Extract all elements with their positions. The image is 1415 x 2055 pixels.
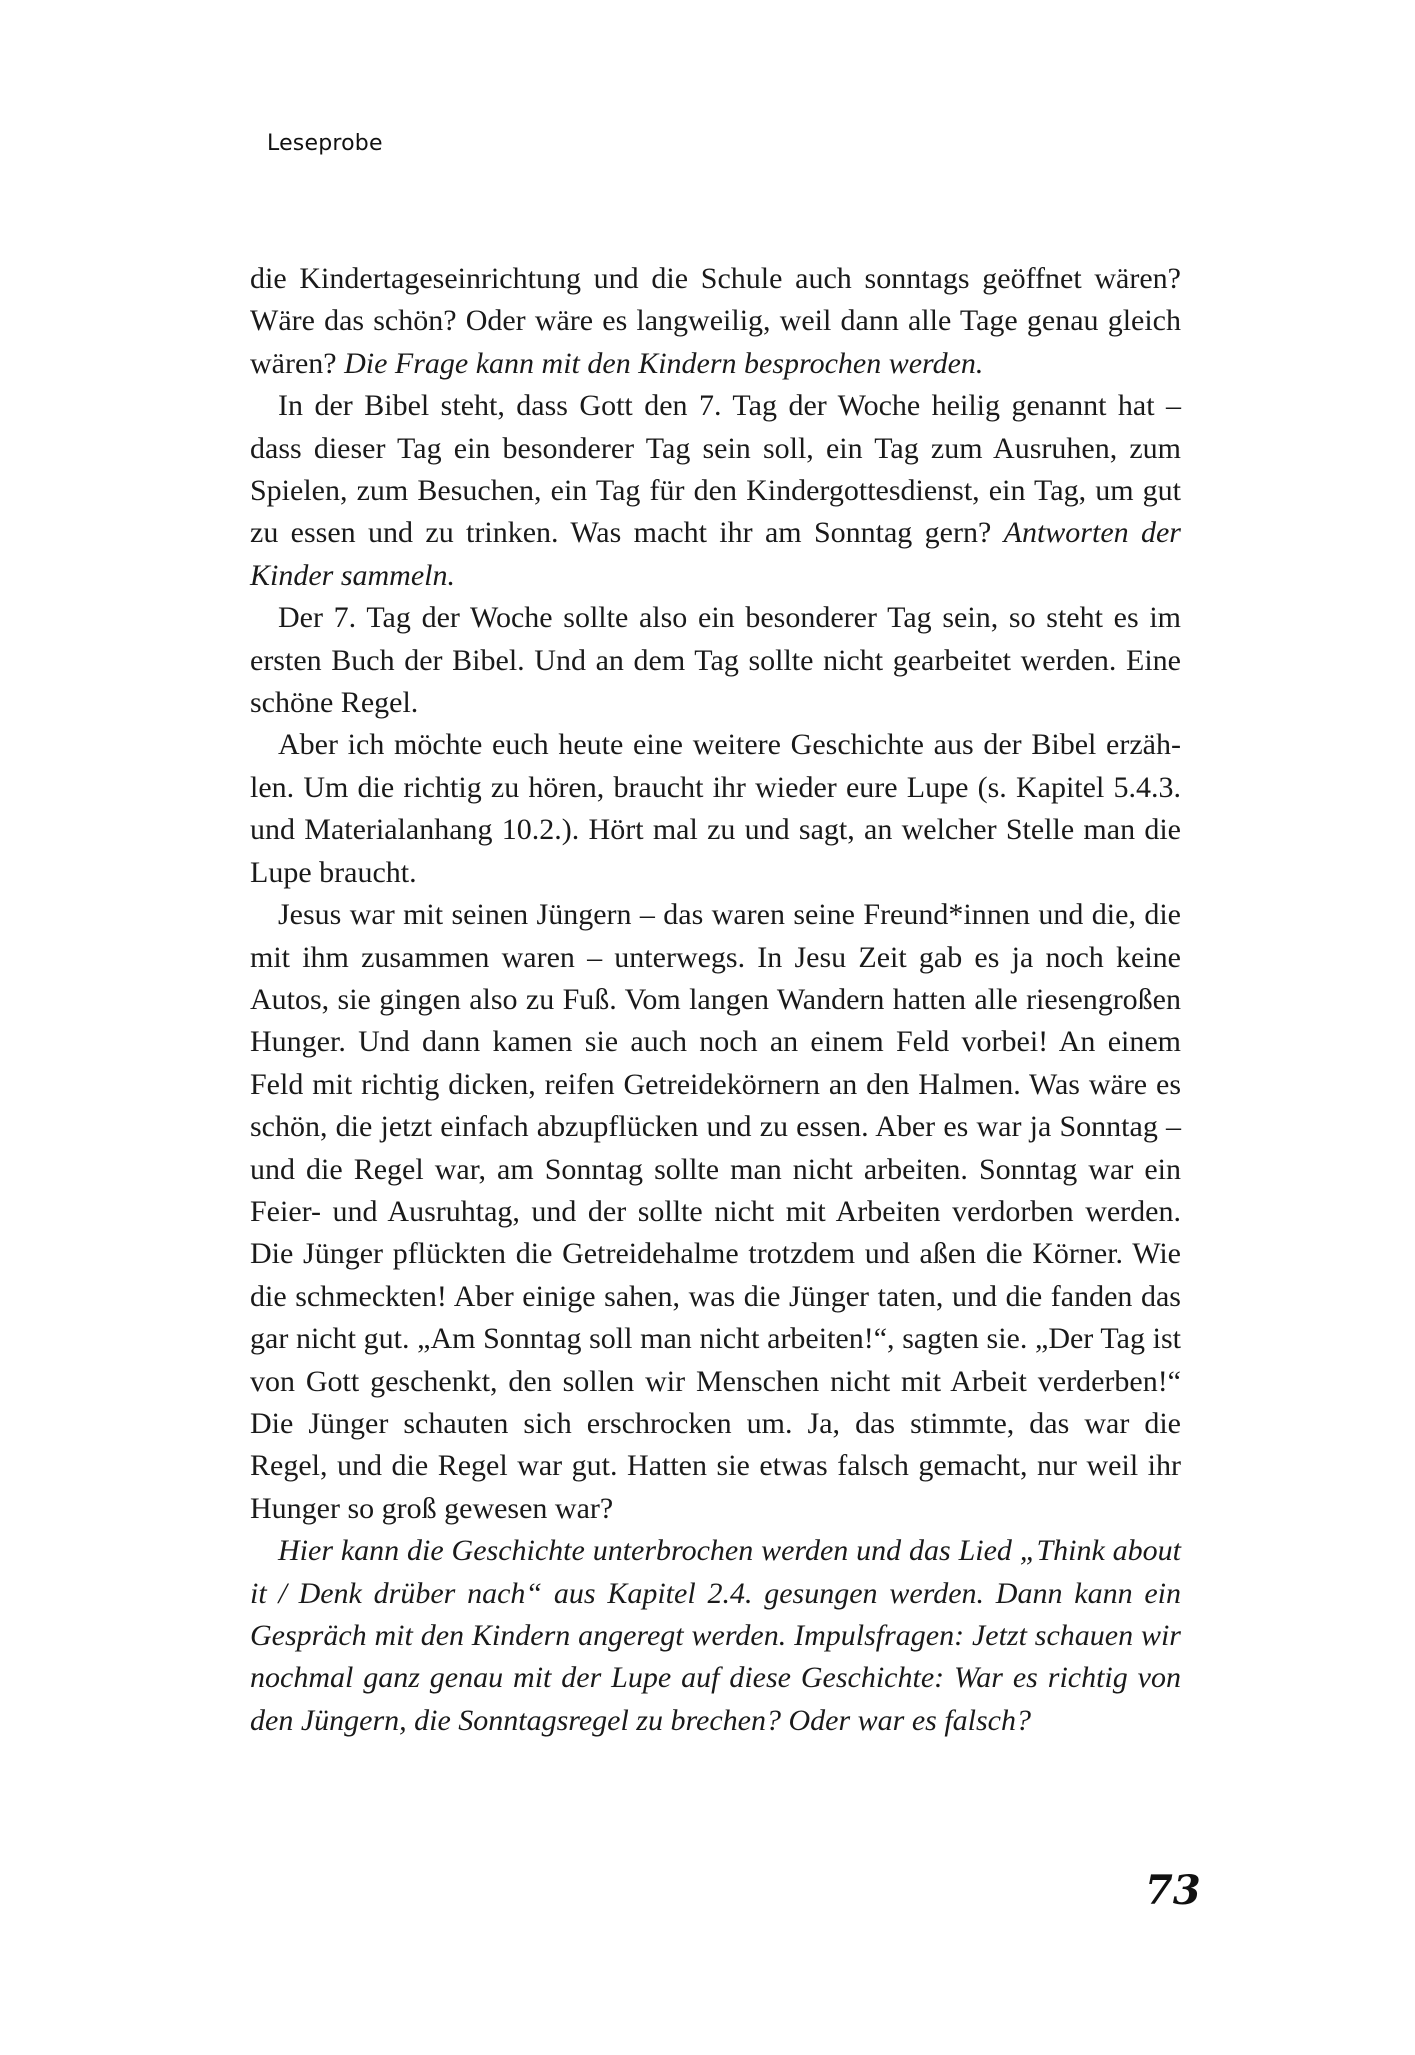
paragraph (250, 597, 1181, 724)
paragraph-text: Aber ich möchte euch heute eine weitere Geschichte aus der Bibel erzählen. Um die richtig zu hören, braucht ihr wieder eure Lupe (s. Kapitel 5.4.3. und Materialanhang 10.2.). Hört mal zu und sagt, an welcher Stelle man die Lupe braucht. (250, 728, 1181, 889)
paragraph-text: die Kindertageseinrichtung und die Schule auch sonntags geöffnet wären? Wäre das schön? Oder wäre es langweilig, weil dann alle Tage genau gleich wären? (250, 262, 1181, 380)
paragraph-text: In der Bibel steht, dass Gott den 7. Tag der Woche heilig genannt hat – dass dieser Tag ein besonderer Tag sein soll, ein Tag zum Ausruhen, zum Spielen, zum Besuchen, ein Tag für den Kindergottesdienst, ein Tag, um gut zu essen und zu trinken. Was macht ihr am Sonntag gern? (250, 389, 1181, 550)
paragraph-instruction: Hier kann die Geschichte unterbrochen werden und das Lied „Think about it / Denk drüber nach“ aus Kapitel 2.4. gesungen werden. Dann kann ein Gespräch mit den Kindern angeregt werden. Impulsfragen: Jetzt schauen wir nochmal ganz genau mit der Lupe auf diese Geschichte: War es richtig von den Jüngern, die Sonntagsregel zu brechen? Oder war es falsch? (250, 1534, 1181, 1737)
running-header: Leseprobe (267, 131, 383, 156)
paragraph-instruction: Antworten der Kinder sammeln. (250, 516, 1181, 592)
main-text (250, 258, 1181, 1742)
page-number: 73 (1145, 1867, 1201, 1914)
paragraph-text: Der 7. Tag der Woche sollte also ein besonderer Tag sein, so steht es im ersten Buch der Bibel. Und an dem Tag sollte nicht gearbeitet werden. Eine schöne Regel. (250, 601, 1181, 720)
paragraph (250, 1530, 1181, 1742)
paragraph-text: Jesus war mit seinen Jüngern – das waren seine Freund*innen und die, die mit ihm zusammen waren – unterwegs. In Jesu Zeit gab es ja noch keine Autos, sie gingen also zu Fuß. Vom langen Wandern hatten alle riesengroßen Hunger. Und dann kamen sie auch noch an einem Feld vorbei! An einem Feld mit richtig dicken, reifen Getreidekörnern an den Halmen. Was wäre es schön, die jetzt einfach abzupflücken und zu essen. Aber es war ja Sonntag – und die Regel war, am Sonntag sollte man nicht arbeiten. Sonntag war ein Feier- und Ausruhtag, und der sollte nicht mit Arbeiten verdorben werden. Die Jünger pflückten die Getreidehalme trotzdem und aßen die Körner. Wie die schmeckten! Aber einige sahen, was die Jünger taten, und die fanden das gar nicht gut. „Am Sonntag soll man nicht arbeiten!“, sagten sie. „Der Tag ist von Gott geschenkt, den sollen wir Menschen nicht mit Arbeit verderben!“ Die Jünger schauten sich erschrocken um. Ja, das stimmte, das war die Regel, und die Regel war gut. Hatten sie etwas falsch gemacht, nur weil ihr Hunger so groß gewesen war? (250, 898, 1181, 1525)
paragraph (250, 385, 1181, 597)
paragraph (250, 724, 1181, 894)
paragraph-instruction: Die Frage kann mit den Kindern besprochen werden. (344, 346, 984, 380)
paragraph (250, 258, 1181, 385)
paragraph (250, 894, 1181, 1530)
